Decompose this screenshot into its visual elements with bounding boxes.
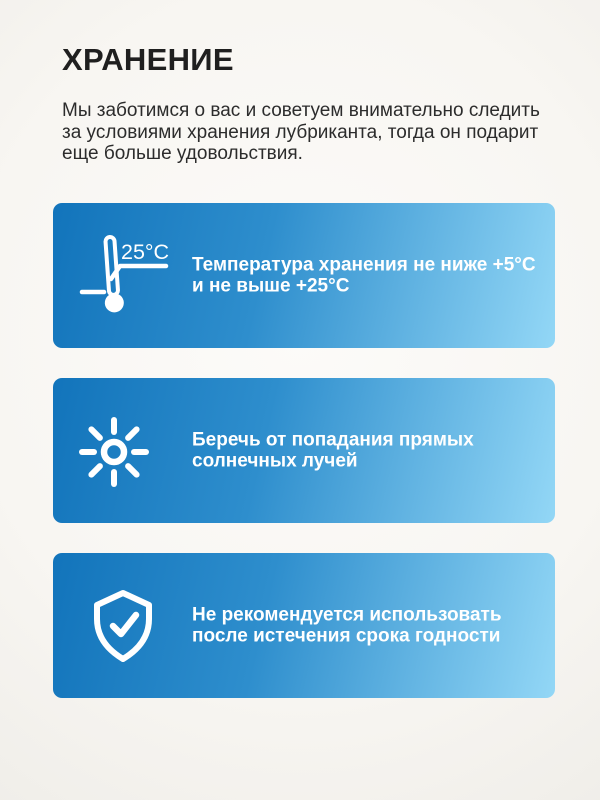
card-text-line: Не рекомендуется использовать bbox=[192, 604, 502, 625]
shield-check-icon bbox=[91, 589, 155, 663]
sun-icon bbox=[79, 417, 149, 487]
intro-line: еще больше удовольствия. bbox=[62, 143, 303, 164]
card-text-line: и не выше +25°С bbox=[192, 275, 350, 297]
page-title: ХРАНЕНИЕ bbox=[62, 42, 234, 77]
intro-line: за условиями хранения лубриканта, тогда он подарит bbox=[62, 121, 539, 143]
card-text-line: Беречь от попадания прямых bbox=[192, 429, 474, 450]
card-text-temperature bbox=[192, 254, 536, 297]
storage-card-temperature bbox=[53, 203, 555, 348]
thermometer-icon bbox=[79, 233, 171, 317]
storage-card-expiry bbox=[53, 553, 555, 698]
card-text-line: после истечения срока годности bbox=[192, 625, 501, 647]
thermometer-max-temp-label: 25°C bbox=[121, 240, 170, 264]
card-text-line: солнечных лучей bbox=[192, 450, 358, 472]
card-text-sunlight bbox=[192, 429, 474, 472]
card-text-expiry bbox=[192, 604, 502, 647]
card-text-line: Температура хранения не ниже +5°С bbox=[192, 254, 536, 275]
storage-card-sunlight bbox=[53, 378, 555, 523]
intro-text bbox=[62, 100, 540, 165]
intro-line: Мы заботимся о вас и советуем внимательно следить bbox=[62, 100, 540, 121]
